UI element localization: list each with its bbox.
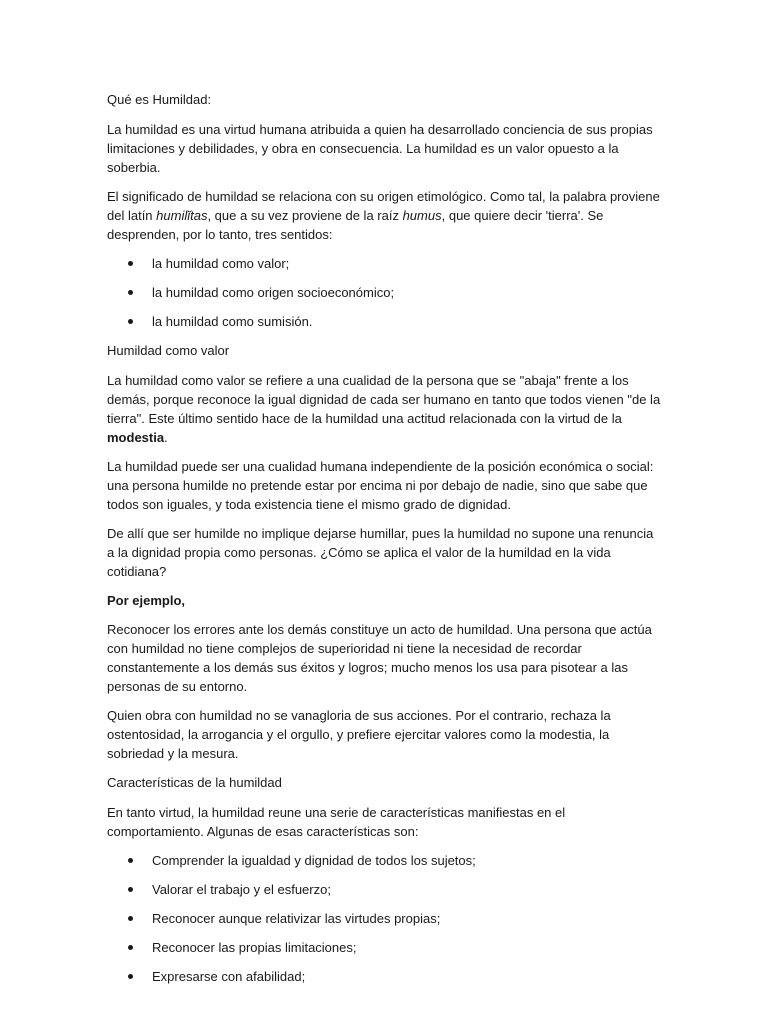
etymology-paragraph	[107, 187, 662, 244]
section-heading-value: Humildad como valor	[107, 343, 230, 358]
list-item-text: Comprender la igualdad y dignidad de todos los sujetos;	[152, 853, 476, 868]
bullet-icon	[128, 887, 133, 892]
root-word: humus	[402, 208, 442, 223]
bullet-icon	[128, 290, 133, 295]
example-heading: Por ejemplo,	[107, 593, 186, 608]
bullet-icon	[128, 916, 133, 921]
modestia-word: modestia	[107, 430, 165, 445]
list-item	[107, 909, 662, 928]
list-item-text: Reconocer las propias limitaciones;	[152, 940, 357, 955]
list-item-text: la humildad como valor;	[152, 256, 290, 271]
bullet-icon	[128, 319, 133, 324]
latin-word: humilĭtas	[156, 208, 208, 223]
value-paragraph-2: La humildad puede ser una cualidad humana independiente de la posición económica o social: una persona humilde no pretende estar por encima ni por debajo de nadie, sino que sabe que todos son iguales, y toda existencia tiene el mismo grado de dignidad.	[107, 459, 654, 512]
list-item-text: Expresarse con afabilidad;	[152, 969, 306, 984]
intro-paragraph: La humildad es una virtud humana atribuida a quien ha desarrollado conciencia de sus propias limitaciones y debilidades, y obra en consecuencia. La humildad es un valor opuesto a la soberbia.	[107, 122, 653, 175]
list-item-text: Valorar el trabajo y el esfuerzo;	[152, 882, 331, 897]
bullet-icon	[128, 974, 133, 979]
list-item-text: la humildad como sumisión.	[152, 314, 313, 329]
etymology-text-1: El significado de humildad se relaciona con su origen etimológico. Como tal, la palabra proviene del latín	[107, 189, 660, 223]
list-item	[107, 283, 662, 302]
value-paragraph-1-end: .	[164, 430, 168, 445]
etymology-text-3: , que quiere decir 'tierra'. Se desprenden, por lo tanto, tres sentidos:	[107, 208, 604, 242]
value-paragraph-1	[107, 371, 662, 447]
characteristics-list	[107, 851, 662, 986]
value-paragraph-1-text: La humildad como valor se refiere a una cualidad de la persona que se "abaja" frente a los demás, porque reconoce la igual dignidad de cada ser humano en tanto que todos vienen "de la tierra". Este último sentido hace de la humildad una actitud relacionada con la virtud de la	[107, 373, 661, 426]
list-item	[107, 938, 662, 957]
list-item	[107, 967, 662, 986]
bullet-icon	[128, 945, 133, 950]
list-item-text: Reconocer aunque relativizar las virtudes propias;	[152, 911, 441, 926]
document-title: Qué es Humildad:	[107, 92, 212, 107]
bullet-icon	[128, 858, 133, 863]
list-item	[107, 880, 662, 899]
value-paragraph-3: De allí que ser humilde no implique dejarse humillar, pues la humildad no supone una renuncia a la dignidad propia como personas. ¿Cómo se aplica el valor de la humildad en la vida cotidiana?	[107, 526, 654, 579]
document-body	[107, 90, 662, 996]
list-item	[107, 254, 662, 273]
characteristics-intro: En tanto virtud, la humildad reune una serie de características manifiestas en el comportamiento. Algunas de esas características son:	[107, 805, 566, 839]
value-paragraph-5: Quien obra con humildad no se vanagloria de sus acciones. Por el contrario, rechaza la ostentosidad, la arrogancia y el orgullo, y prefiere ejercitar valores como la modestia, la sobriedad y la mesura.	[107, 708, 611, 761]
bullet-icon	[128, 261, 133, 266]
value-paragraph-4: Reconocer los errores ante los demás constituye un acto de humildad. Una persona que actúa con humildad no tiene complejos de superioridad ni tiene la necesidad de recordar constantemente a los demás sus éxitos y logros; mucho menos los usa para pisotear a las personas de su entorno.	[107, 622, 652, 694]
etymology-text-2: , que a su vez proviene de la raíz	[207, 208, 403, 223]
section-heading-characteristics: Características de la humildad	[107, 775, 282, 790]
list-item	[107, 851, 662, 870]
list-item-text: la humildad como origen socioeconómico;	[152, 285, 395, 300]
senses-list	[107, 254, 662, 331]
list-item	[107, 312, 662, 331]
